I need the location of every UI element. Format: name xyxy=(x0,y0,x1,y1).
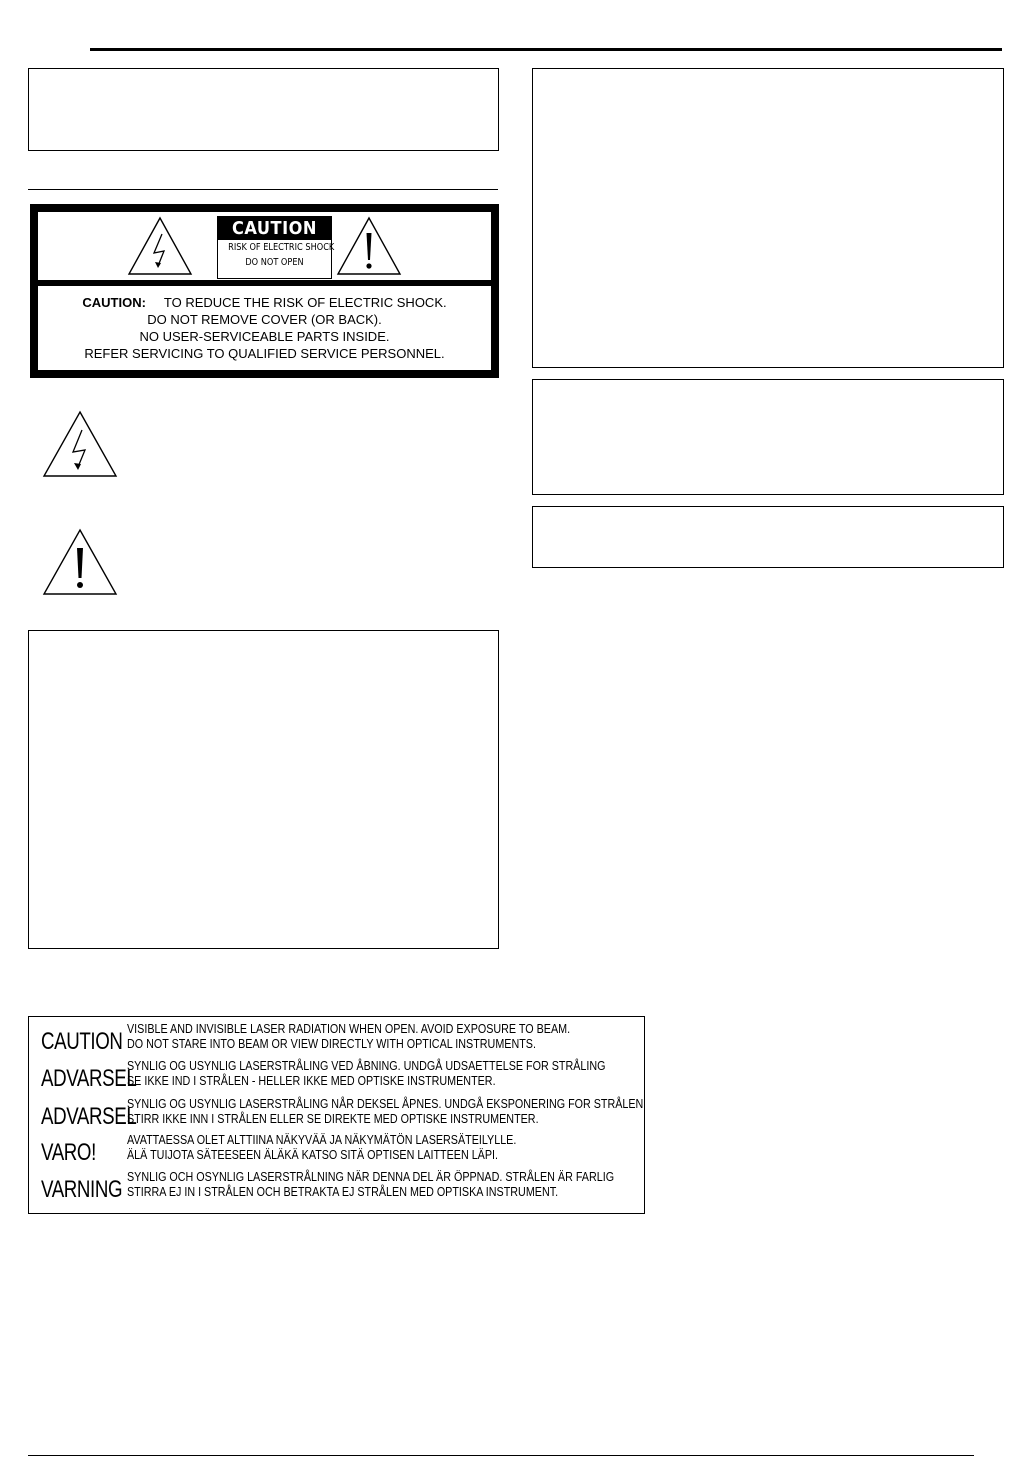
caution-label-text xyxy=(38,286,491,370)
laser-row xyxy=(41,1097,644,1137)
laser-line: AVATTAESSA OLET ALTTIINA NÄKYVÄÄ JA NÄKYMÄTÖN LASERSÄTEILYLLE. xyxy=(127,1133,517,1147)
section-rule xyxy=(28,189,498,190)
laser-row xyxy=(41,1022,641,1062)
notice-box-right-1 xyxy=(532,68,1004,368)
laser-line: SYNLIG OCH OSYNLIG LASERSTRÅLNING NÄR DENNA DEL ÄR ÖPPNAD. STRÅLEN ÄR FARLIG xyxy=(127,1170,615,1184)
laser-word: ADVARSEL xyxy=(41,1103,137,1130)
laser-line: VISIBLE AND INVISIBLE LASER RADIATION WHEN OPEN. AVOID EXPOSURE TO BEAM. xyxy=(127,1022,571,1036)
caution-line-4: REFER SERVICING TO QUALIFIED SERVICE PERSONNEL. xyxy=(84,346,445,361)
lightning-triangle-icon xyxy=(42,410,118,478)
laser-word: CAUTION xyxy=(41,1028,123,1055)
laser-word: VARO! xyxy=(41,1139,96,1166)
exclamation-triangle-icon xyxy=(42,528,118,596)
caution-badge-sub-1: RISK OF ELECTRIC SHOCK xyxy=(228,242,335,253)
laser-line: DO NOT STARE INTO BEAM OR VIEW DIRECTLY WITH OPTICAL INSTRUMENTS. xyxy=(127,1037,536,1051)
laser-row xyxy=(41,1133,641,1173)
laser-lines xyxy=(127,1022,570,1052)
laser-line: STIRR IKKE INN I STRÅLEN ELLER SE DIREKTE MED OPTISKE INSTRUMENTER. xyxy=(127,1112,539,1126)
laser-lines xyxy=(127,1059,605,1089)
laser-lines xyxy=(127,1097,643,1127)
laser-line: ÄLÄ TUIJOTA SÄTEESEEN ÄLÄKÄ KATSO SITÄ OPTISEN LAITTEEN LÄPI. xyxy=(127,1148,498,1162)
laser-line: SYNLIG OG USYNLIG LASERSTRÅLING NÅR DEKSEL ÅPNES. UNDGÅ EKSPONERING FOR STRÅLEN xyxy=(127,1097,644,1111)
laser-lines xyxy=(127,1170,614,1200)
caution-label-top xyxy=(38,212,491,280)
caution-line-1-text: TO REDUCE THE RISK OF ELECTRIC SHOCK. xyxy=(163,295,447,310)
caution-prefix: CAUTION: xyxy=(82,295,146,310)
caution-badge-sub-2: DO NOT OPEN xyxy=(245,257,304,268)
caution-line-1 xyxy=(82,294,446,311)
notice-box-right-3 xyxy=(532,506,1004,568)
laser-word: ADVARSEL xyxy=(41,1065,137,1092)
footer-rule xyxy=(28,1455,974,1456)
caution-line-2: DO NOT REMOVE COVER (OR BACK). xyxy=(147,312,382,327)
laser-word: VARNING xyxy=(41,1176,123,1203)
laser-line: SYNLIG OG USYNLIG LASERSTRÅLING VED ÅBNING. UNDGÅ UDSAETTELSE FOR STRÅLING xyxy=(127,1059,606,1073)
laser-row xyxy=(41,1059,641,1099)
header-rule xyxy=(90,48,1002,51)
lightning-triangle-icon xyxy=(127,216,193,276)
laser-line: SE IKKE IND I STRÅLEN - HELLER IKKE MED OPTISKE INSTRUMENTER. xyxy=(127,1074,496,1088)
caution-label xyxy=(30,204,499,378)
caution-line-3: NO USER-SERVICEABLE PARTS INSIDE. xyxy=(139,329,390,344)
notice-box-right-2 xyxy=(532,379,1004,495)
laser-warning-label xyxy=(28,1016,645,1214)
notice-box-top-left xyxy=(28,68,499,151)
caution-badge-title: CAUTION xyxy=(218,217,331,240)
notice-box-bottom-left xyxy=(28,630,499,949)
laser-lines xyxy=(127,1133,516,1163)
laser-line: STIRRA EJ IN I STRÅLEN OCH BETRAKTA EJ STRÅLEN MED OPTISKA INSTRUMENT. xyxy=(127,1185,559,1199)
exclamation-triangle-icon xyxy=(336,216,402,276)
laser-row xyxy=(41,1170,641,1210)
caution-badge xyxy=(217,216,335,279)
